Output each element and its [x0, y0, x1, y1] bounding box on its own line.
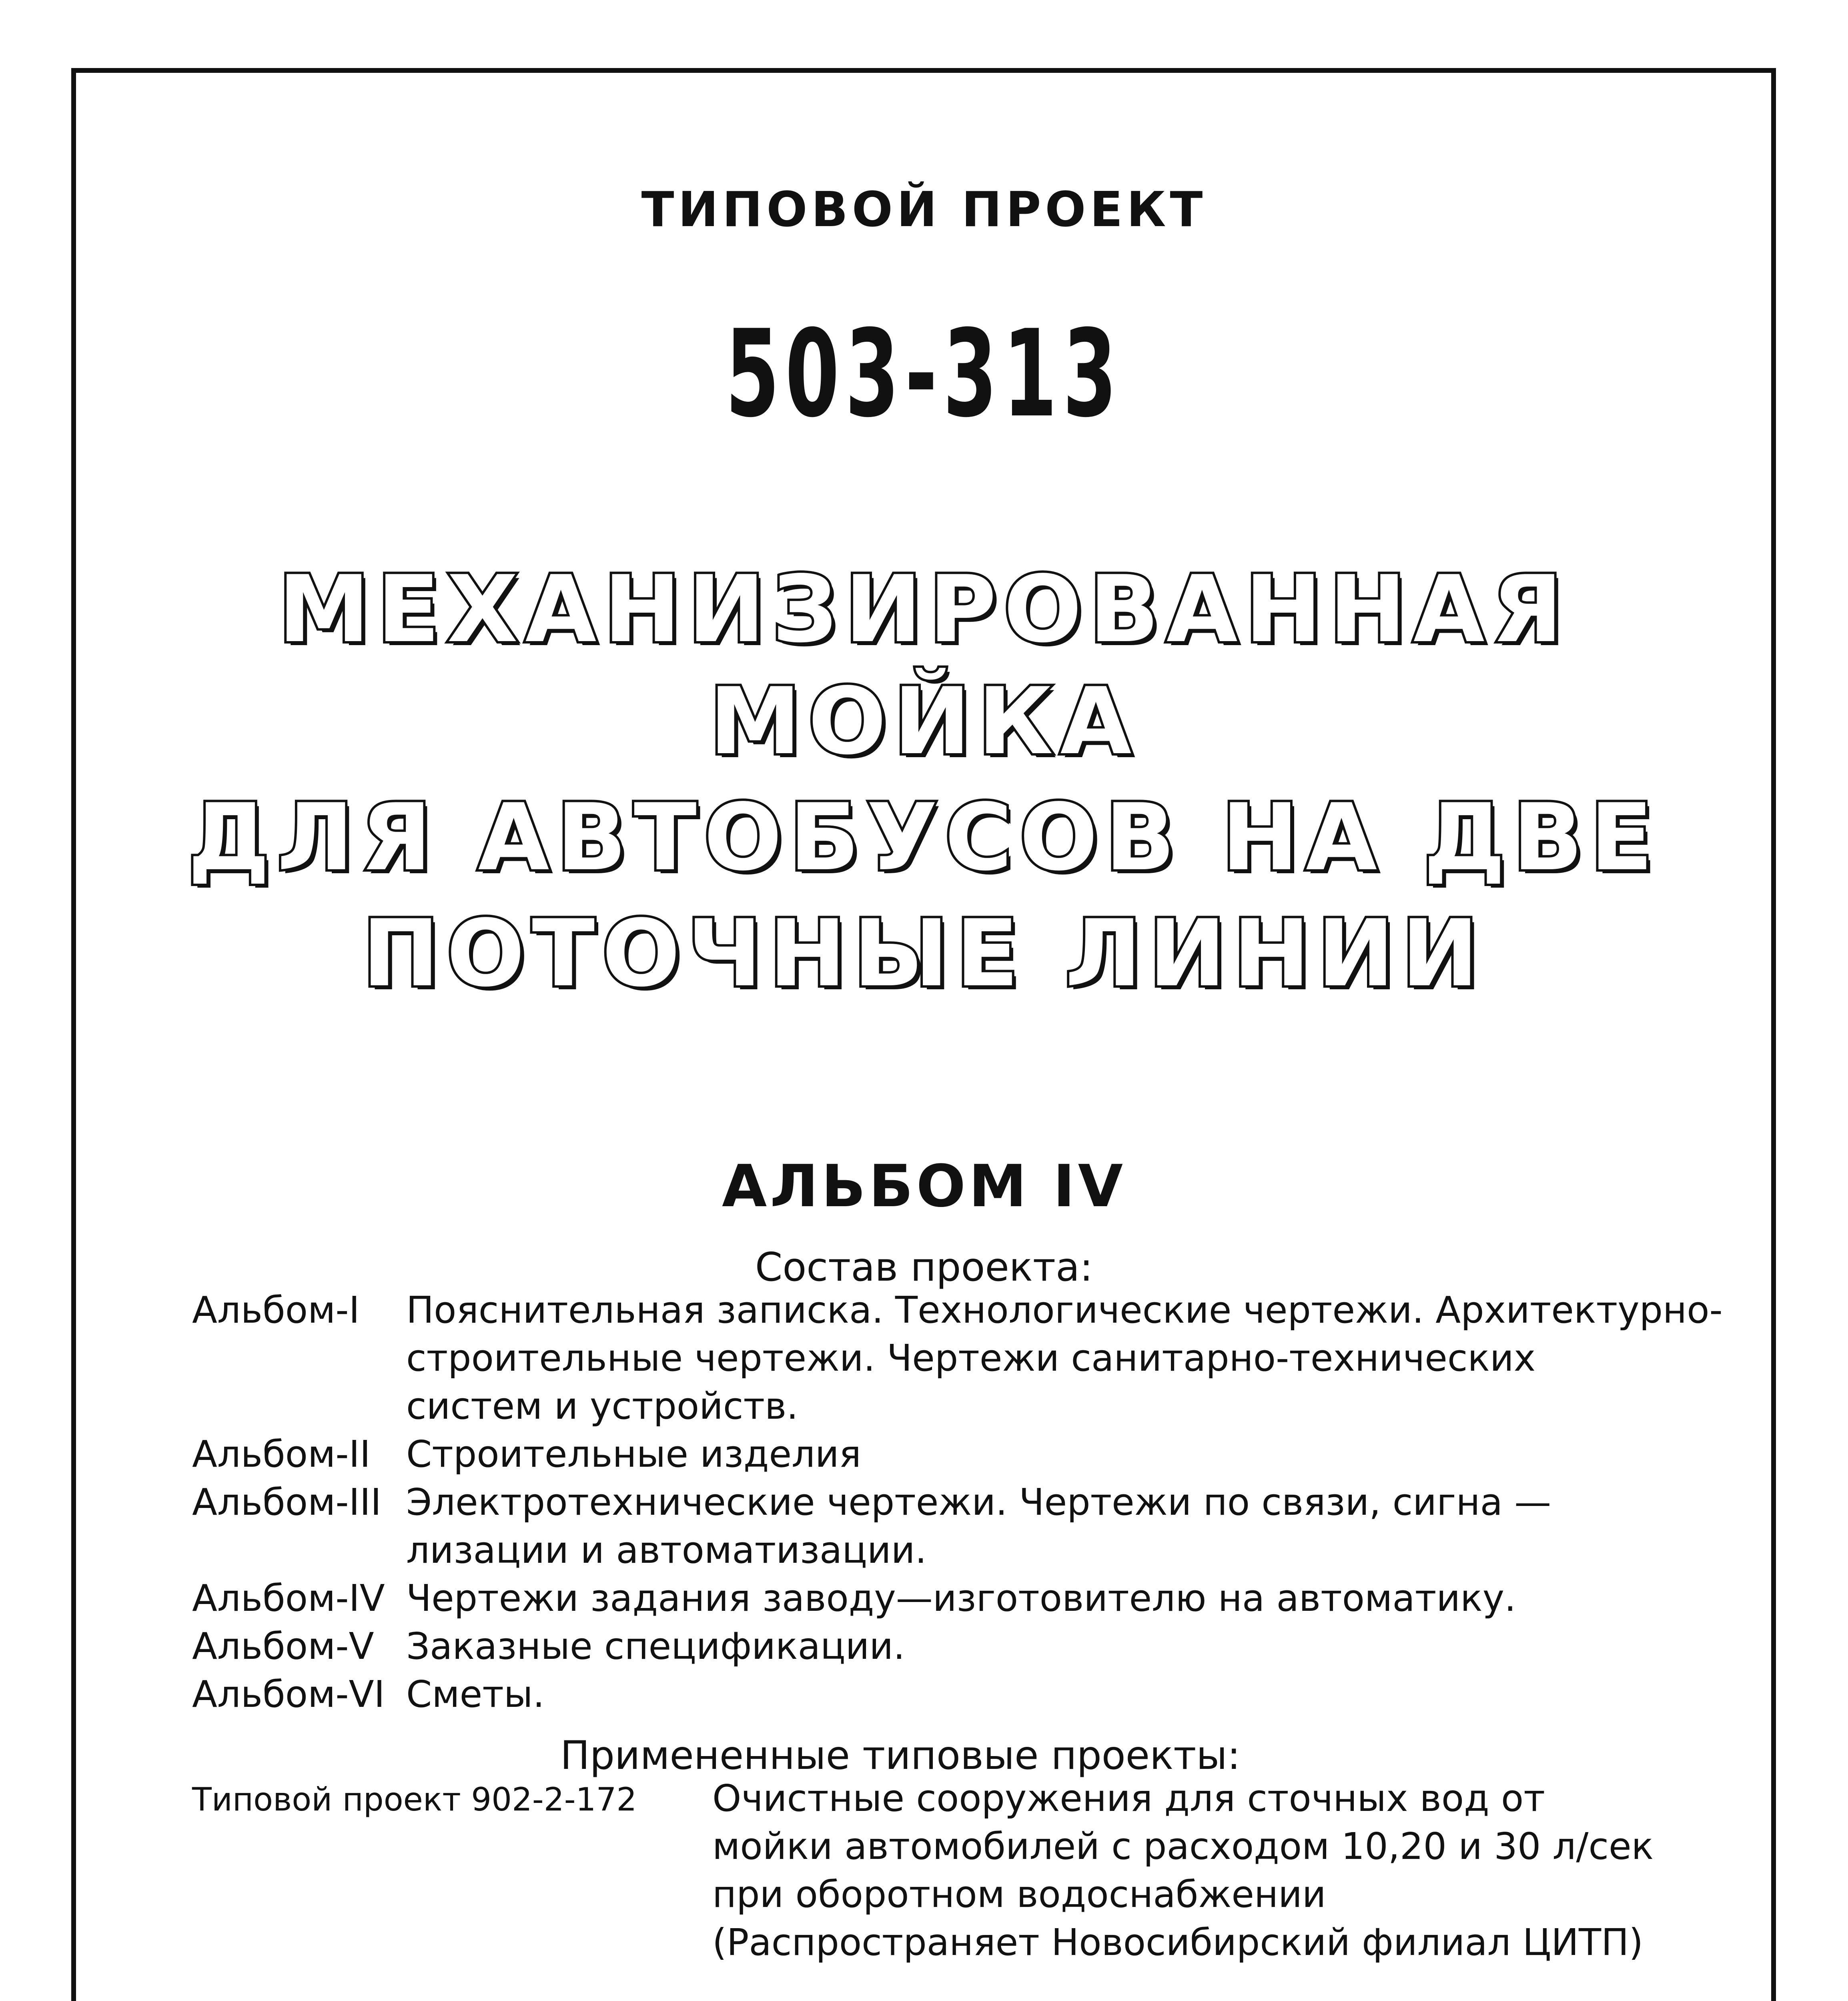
title-line-2: МОЙКА	[709, 668, 1139, 775]
title-line-3: ДЛЯ АВТОБУСОВ НА ДВЕ	[188, 784, 1660, 891]
applied-heading: Примененные типовые проекты:	[560, 1733, 1241, 1778]
album-label-3: Альбом-III	[192, 1481, 381, 1524]
applied-text-1: Очистные сооружения для сточных вод от	[712, 1777, 1545, 1820]
applied-text-3: при оборотном водоснабжении	[712, 1873, 1326, 1916]
applied-text-2: мойки автомобилей с расходом 10,20 и 30 л/сек	[712, 1825, 1654, 1868]
album-title: АЛЬБОМ IV	[722, 1153, 1126, 1220]
album-label-5: Альбом-V	[192, 1625, 374, 1668]
title-line-4: ПОТОЧНЫЕ ЛИНИИ	[362, 900, 1486, 1007]
album-text-5-1: Заказные спецификации.	[406, 1625, 905, 1668]
composition-heading: Состав проекта:	[755, 1245, 1093, 1290]
album-text-1-2: строительные чертежи. Чертежи санитарно-технических	[406, 1337, 1536, 1379]
album-text-1-3: систем и устройств.	[406, 1385, 798, 1428]
album-text-4-1: Чертежи задания заводу—изготовителю на автоматику.	[406, 1577, 1516, 1620]
album-text-1-1: Пояснительная записка. Технологические чертежи. Архитектурно-	[406, 1289, 1723, 1331]
album-label-4: Альбом-IV	[192, 1577, 385, 1620]
album-label-1: Альбом-I	[192, 1289, 360, 1331]
album-text-6-1: Сметы.	[406, 1673, 545, 1716]
applied-text-4: (Распространяет Новосибирский филиал ЦИТП)	[712, 1921, 1644, 1964]
album-text-3-2: лизации и автоматизации.	[406, 1529, 927, 1572]
album-label-6: Альбом-VI	[192, 1673, 385, 1716]
project-code: 503-313	[725, 304, 1123, 444]
album-text-2-1: Строительные изделия	[406, 1433, 862, 1476]
title-line-1: МЕХАНИЗИРОВАННАЯ	[278, 556, 1570, 663]
applied-project-label: Типовой проект 902-2-172	[192, 1781, 637, 1818]
album-text-3-1: Электротехнические чертежи. Чертежи по связи, сигна —	[406, 1481, 1551, 1524]
album-label-2: Альбом-II	[192, 1433, 371, 1476]
document-kicker: ТИПОВОЙ ПРОЕКТ	[641, 182, 1207, 238]
